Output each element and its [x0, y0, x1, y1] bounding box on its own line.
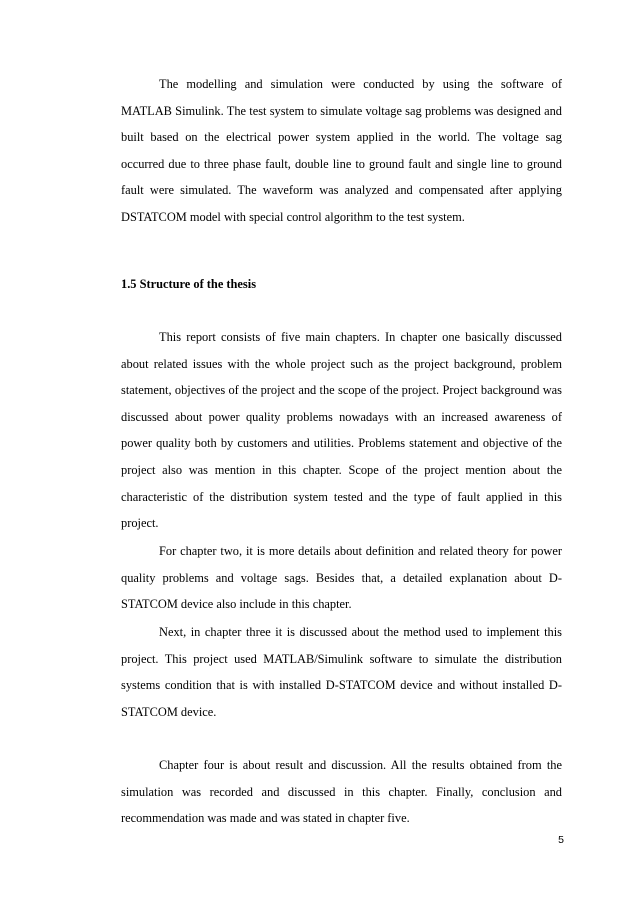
paragraph-report-structure: This report consists of five main chapters. In chapter one basically discussed about related issues with the whole project such as the project background, problem statement, objectives of the project and the scope of the project. Project background was discussed about power quality problems nowadays with an increased awareness of power quality both by customers and utilities. Problems statement and objective of the project also was mention in this chapter. Scope of the project mention about the characteristic of the distribution system tested and the type of fault applied in this project. [121, 330, 562, 531]
paragraph-chapter-two: For chapter two, it is more details about definition and related theory for power quality problems and voltage sags. Besides that, a detailed explanation about D-STATCOM device also include in this chapter. [121, 544, 562, 612]
paragraph-modelling-simulation: The modelling and simulation were conducted by using the software of MATLAB Simulink. The test system to simulate voltage sag problems was designed and built based on the electrical power system applied in the world. The voltage sag occurred due to three phase fault, double line to ground fault and single line to ground fault were simulated. The waveform was analyzed and compensated after applying DSTATCOM model with special control algorithm to the test system. [121, 77, 562, 224]
paragraph-chapter-four: Chapter four is about result and discussion. All the results obtained from the simulation was recorded and discussed in this chapter. Finally, conclusion and recommendation was made and was stated in chapter five. [121, 758, 562, 826]
page-number: 5 [558, 834, 564, 846]
section-heading: 1.5 Structure of the thesis [121, 277, 257, 291]
paragraph-chapter-three: Next, in chapter three it is discussed about the method used to implement this project. This project used MATLAB/Simulink software to simulate the distribution systems condition that is with installed D-STATCOM device and without installed D-STATCOM device. [121, 625, 562, 719]
